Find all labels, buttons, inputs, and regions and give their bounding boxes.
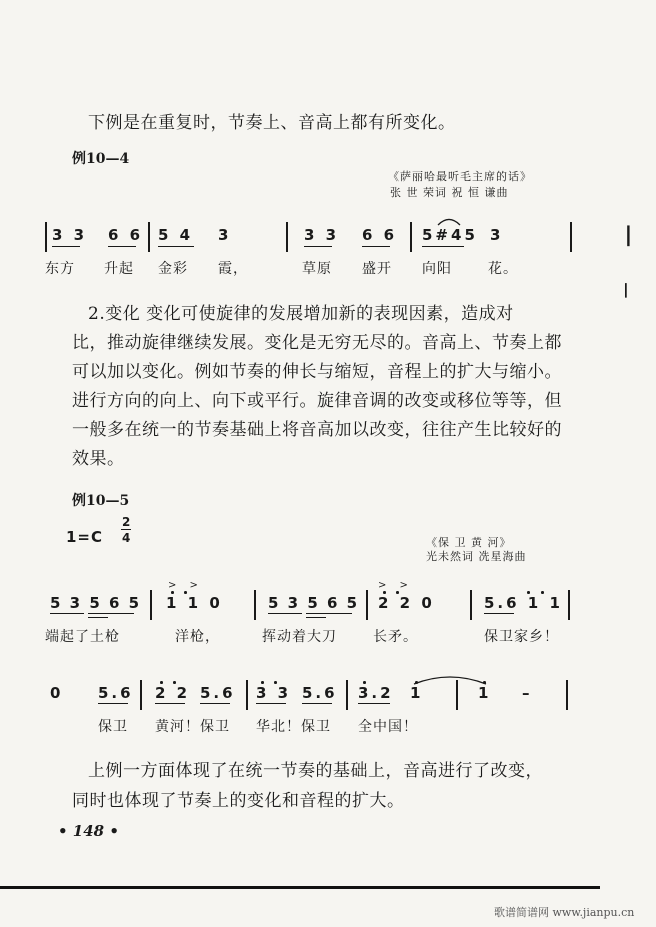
lyric: 霞， xyxy=(218,261,248,277)
example-10-5-row-1 xyxy=(0,580,656,650)
note-group: 5.6 xyxy=(302,684,338,702)
barline xyxy=(140,680,142,710)
octave-dot xyxy=(541,591,544,594)
underline xyxy=(88,617,108,618)
underline xyxy=(158,246,194,247)
section-2-paragraph xyxy=(72,300,562,474)
barline xyxy=(148,222,150,252)
accent-marks: > > xyxy=(378,580,413,591)
note-group: 5 3 5 6 5 xyxy=(50,594,142,612)
octave-dot xyxy=(396,591,399,594)
barline xyxy=(246,680,248,710)
octave-dot xyxy=(274,681,277,684)
example-10-4-score xyxy=(0,210,656,280)
underline xyxy=(98,703,128,704)
source-credit: 光未然词 冼星海曲 xyxy=(426,550,527,563)
note-group: 5.6 xyxy=(200,684,236,702)
note-group: 1 1 0 xyxy=(166,594,223,612)
closing-paragraph xyxy=(72,756,543,816)
lyric: 端起了土枪 xyxy=(45,629,120,645)
intro-paragraph: 下例是在重复时，节奏上、音高上都有所变化。 xyxy=(88,113,456,133)
barline xyxy=(570,222,572,252)
source-title: 《保 卫 黄 河》 xyxy=(426,536,512,549)
barline xyxy=(470,590,472,620)
note-group: 5#45 xyxy=(422,226,478,244)
underline xyxy=(108,246,136,247)
example-10-5-row-2 xyxy=(0,672,656,742)
octave-dot xyxy=(383,591,386,594)
barline xyxy=(45,222,47,252)
barline xyxy=(366,590,368,620)
lyric: 盛开 xyxy=(362,261,392,277)
underline xyxy=(422,246,464,247)
bottom-rule xyxy=(0,886,600,889)
note-group: 1 xyxy=(410,684,424,702)
note-group: – xyxy=(522,684,533,702)
tie xyxy=(410,672,490,686)
key: 1=C xyxy=(66,528,104,546)
barline xyxy=(566,680,568,710)
barline xyxy=(286,222,288,252)
lyric: 东方 xyxy=(45,261,75,277)
octave-dot xyxy=(173,681,176,684)
barline xyxy=(346,680,348,710)
lyric: 保卫 xyxy=(98,719,128,735)
barline xyxy=(254,590,256,620)
underline xyxy=(200,703,230,704)
paragraph-line: 上例一方面体现了在统一节奏的基础上，音高进行了改变， xyxy=(88,761,543,781)
paragraph-line: 进行方向的向上、向下或平行。旋律音调的改变或移位等等，但 xyxy=(72,391,562,411)
octave-dot xyxy=(363,681,366,684)
underline xyxy=(256,703,286,704)
page-number: • 148 • xyxy=(58,822,119,840)
lyric: 洋枪， xyxy=(175,629,220,645)
paragraph-line: 一般多在统一的节奏基础上将音高加以改变，往往产生比较好的 xyxy=(72,420,562,440)
key-signature xyxy=(66,515,131,546)
note-group: 3 3 xyxy=(52,226,88,244)
underline xyxy=(52,246,80,247)
underline xyxy=(304,246,332,247)
octave-dot xyxy=(160,681,163,684)
note-group: 3.2 xyxy=(358,684,394,702)
lyric: 长矛。 xyxy=(373,629,418,645)
note-group: 3 3 xyxy=(304,226,340,244)
note-group: 3 xyxy=(218,226,232,244)
note-group: 1 xyxy=(478,684,492,702)
underline xyxy=(88,613,134,614)
lyric: 华北！保卫 xyxy=(256,719,331,735)
barline xyxy=(410,222,412,252)
underline xyxy=(50,613,84,614)
note-group: 3 xyxy=(490,226,504,244)
note-group: 5 3 5 6 5 xyxy=(268,594,360,612)
lyric: 花。 xyxy=(488,261,518,277)
underline xyxy=(484,613,514,614)
barline xyxy=(568,590,570,620)
note-group: 6 6 xyxy=(108,226,144,244)
paragraph-line: 可以加以变化。例如节奏的伸长与缩短，音程上的扩大与缩小。 xyxy=(72,362,562,382)
paragraph-line: 2.变化 变化可使旋律的发展增加新的表现因素，造成对 xyxy=(88,304,514,324)
accent-marks: > > xyxy=(168,580,203,591)
underline xyxy=(155,703,185,704)
margin-mark: ❘ xyxy=(620,222,637,246)
time-signature-rule xyxy=(121,529,131,530)
barline xyxy=(150,590,152,620)
octave-dot xyxy=(184,591,187,594)
paragraph-line: 同时也体现了节奏上的变化和音程的扩大。 xyxy=(72,791,405,811)
underline xyxy=(306,613,352,614)
note-group: 5.6 xyxy=(98,684,134,702)
underline xyxy=(358,703,390,704)
note-group: 0 xyxy=(50,684,64,702)
paragraph-line: 比，推动旋律继续发展。变化是无穷无尽的。音高上、节奏上都 xyxy=(72,333,562,353)
lyric: 黄河！保卫 xyxy=(155,719,230,735)
underline xyxy=(362,246,390,247)
note-group: 3 3 xyxy=(256,684,292,702)
paragraph-line: 效果。 xyxy=(72,449,125,469)
octave-dot xyxy=(527,591,530,594)
time-signature-bottom: 4 xyxy=(122,531,131,545)
underline xyxy=(268,613,302,614)
lyric: 挥动着大刀 xyxy=(262,629,337,645)
source-title: 《萨丽哈最听毛主席的话》 xyxy=(388,170,532,183)
time-signature-top: 2 xyxy=(122,515,131,529)
example-label: 例10—4 xyxy=(72,151,130,167)
lyric: 金彩 xyxy=(158,261,188,277)
note-group: 5.6 1 1 xyxy=(484,594,563,612)
lyric: 草原 xyxy=(302,261,332,277)
lyric: 保卫家乡！ xyxy=(484,629,559,645)
lyric: 升起 xyxy=(104,261,134,277)
underline xyxy=(306,617,326,618)
note-group: 2 2 xyxy=(155,684,191,702)
note-group: 5 4 xyxy=(158,226,194,244)
slur xyxy=(436,214,462,226)
underline xyxy=(302,703,332,704)
watermark: 歌谱简谱网 www.jianpu.cn xyxy=(494,906,635,919)
lyric: 向阳 xyxy=(422,261,452,277)
example-label: 例10—5 xyxy=(72,493,130,509)
margin-mark: ❘ xyxy=(620,282,632,298)
source-credit: 张 世 荣词 祝 恒 谦曲 xyxy=(390,186,509,199)
note-group: 6 6 xyxy=(362,226,398,244)
note-group: 2 2 0 xyxy=(378,594,435,612)
lyric: 全中国！ xyxy=(358,719,418,735)
octave-dot xyxy=(171,591,174,594)
octave-dot xyxy=(261,681,264,684)
